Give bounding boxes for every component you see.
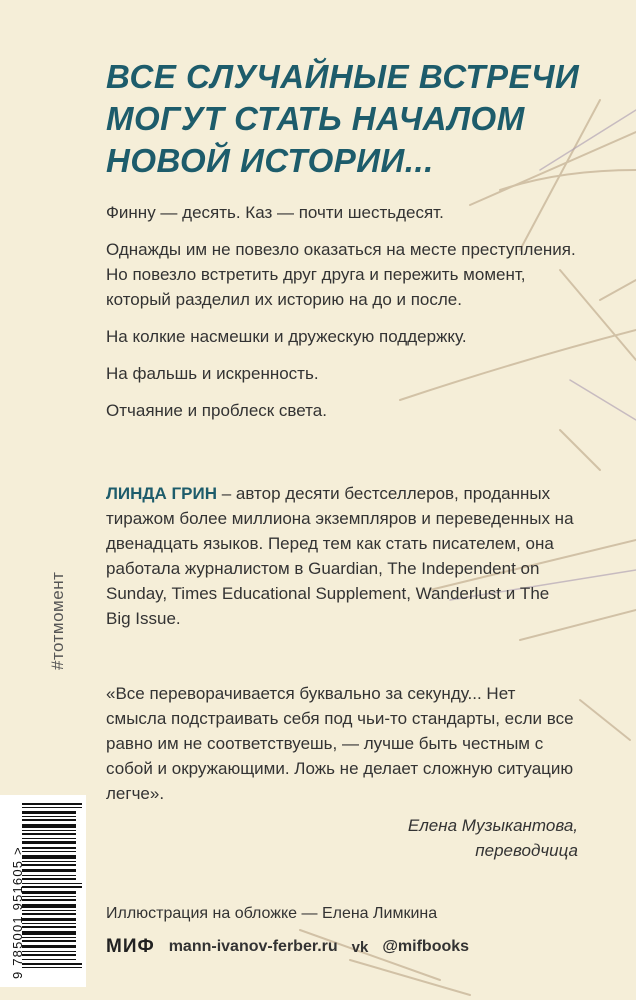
synopsis-paragraph: На фальшь и искренность. — [106, 364, 319, 383]
synopsis-paragraph: На колкие насмешки и дружескую поддержку. — [106, 327, 467, 346]
headline — [106, 56, 586, 182]
quote-signature — [300, 813, 578, 863]
author-bio-text: – автор десяти бестселлеров, проданных тиражом более миллиона экземпляров и переведенных на двенадцать языков. Перед тем как стать писателем, она работала журналистом в Guardian, The Independent on Sunday, Times Educational Supplement, Wanderlust и The Big Issue. — [106, 484, 574, 628]
synopsis-paragraph: Финну — десять. Каз — почти шестьдесят. — [106, 203, 444, 222]
social-handle[interactable]: @mifbooks — [382, 938, 470, 955]
headline-line: НОВОЙ ИСТОРИИ... — [106, 142, 434, 179]
headline-line: ВСЕ СЛУЧАЙНЫЕ ВСТРЕЧИ — [106, 58, 580, 95]
publisher-footer — [106, 934, 469, 960]
synopsis-paragraph: Однажды им не повезло оказаться на месте преступления. Но повезло встретить друг друга и пережить момент, который разделил их историю на до и после. — [106, 240, 576, 309]
headline-line: МОГУТ СТАТЬ НАЧАЛОМ — [106, 100, 525, 137]
hashtag: #тотмомент — [48, 571, 67, 670]
quote-author: Елена Музыкантова, — [407, 816, 578, 835]
barcode-digits: 9 785001 951605 > — [10, 846, 25, 979]
publisher-logo: МИФ — [106, 936, 155, 957]
synopsis — [106, 200, 576, 435]
quote-role: переводчица — [475, 841, 578, 860]
review-quote: «Все переворачивается буквально за секунду... Нет смысла подстраивать себя под чьи-то стандарты, если все равно им не соответствуешь, — лучше быть честным с собой и окружающими. Ложь не делает сложную ситуацию легче». — [106, 684, 574, 803]
illustration-credit: Иллюстрация на обложке — Елена Лимкина — [106, 905, 438, 922]
author-bio — [106, 481, 576, 631]
synopsis-paragraph: Отчаяние и проблеск света. — [106, 401, 327, 420]
vk-icon[interactable]: vk — [351, 938, 369, 956]
isbn-barcode — [0, 795, 86, 987]
publisher-website[interactable]: mann-ivanov-ferber.ru — [168, 938, 338, 955]
author-name: ЛИНДА ГРИН — [106, 484, 218, 503]
